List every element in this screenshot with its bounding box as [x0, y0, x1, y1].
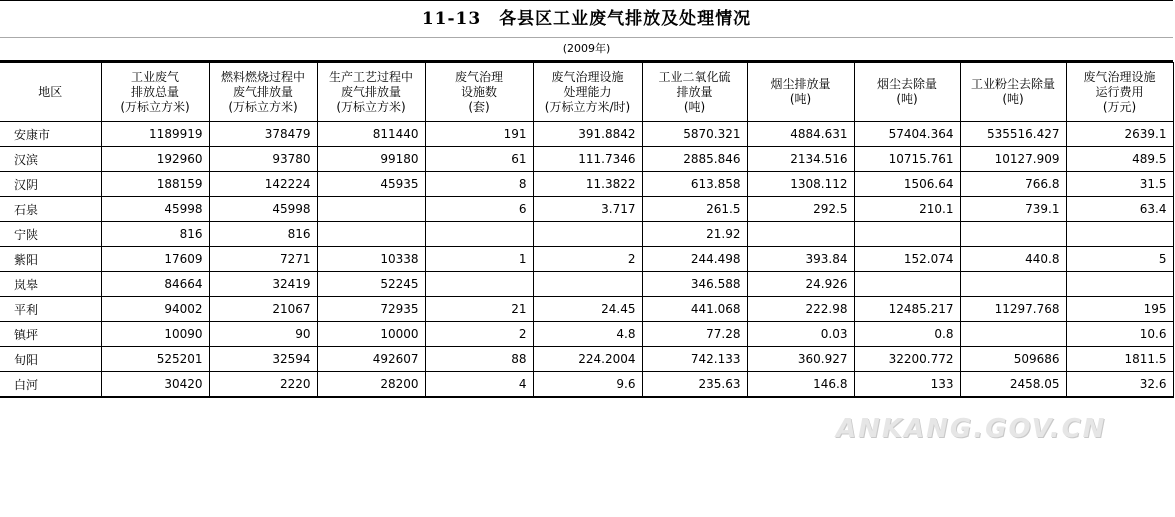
- value-cell: 441.068: [642, 297, 747, 322]
- column-header: 废气治理设施 处理能力 (万标立方米/时): [533, 63, 642, 122]
- emission-table: [0, 62, 1174, 398]
- value-cell: 1: [425, 247, 533, 272]
- value-cell: 152.074: [854, 247, 960, 272]
- value-cell: 2: [425, 322, 533, 347]
- value-cell: [533, 272, 642, 297]
- column-header: 烟尘去除量 (吨): [854, 63, 960, 122]
- value-cell: 210.1: [854, 197, 960, 222]
- value-cell: 8: [425, 172, 533, 197]
- column-header: 工业二氧化硫 排放量 (吨): [642, 63, 747, 122]
- value-cell: 9.6: [533, 372, 642, 398]
- value-cell: 378479: [209, 122, 317, 147]
- value-cell: 195: [1066, 297, 1173, 322]
- value-cell: 93780: [209, 147, 317, 172]
- value-cell: 244.498: [642, 247, 747, 272]
- value-cell: 1189919: [101, 122, 209, 147]
- value-cell: [425, 272, 533, 297]
- column-header: 废气治理设施 运行费用 (万元): [1066, 63, 1173, 122]
- value-cell: 30420: [101, 372, 209, 398]
- value-cell: 816: [209, 222, 317, 247]
- table-header-row: [0, 63, 1173, 122]
- value-cell: 146.8: [747, 372, 854, 398]
- value-cell: 11297.768: [960, 297, 1066, 322]
- value-cell: 346.588: [642, 272, 747, 297]
- region-name-cell: 宁陕: [0, 222, 101, 247]
- value-cell: [747, 222, 854, 247]
- value-cell: 142224: [209, 172, 317, 197]
- value-cell: 28200: [317, 372, 425, 398]
- value-cell: 4: [425, 372, 533, 398]
- value-cell: 21: [425, 297, 533, 322]
- region-name-cell: 岚皋: [0, 272, 101, 297]
- value-cell: 32.6: [1066, 372, 1173, 398]
- value-cell: 391.8842: [533, 122, 642, 147]
- value-cell: 7271: [209, 247, 317, 272]
- region-name-cell: 紫阳: [0, 247, 101, 272]
- column-header: 燃料燃烧过程中 废气排放量 (万标立方米): [209, 63, 317, 122]
- value-cell: 2639.1: [1066, 122, 1173, 147]
- value-cell: 45998: [101, 197, 209, 222]
- value-cell: 739.1: [960, 197, 1066, 222]
- value-cell: 192960: [101, 147, 209, 172]
- value-cell: 766.8: [960, 172, 1066, 197]
- report-year: (2009年): [0, 38, 1173, 62]
- value-cell: 0.8: [854, 322, 960, 347]
- value-cell: 32594: [209, 347, 317, 372]
- value-cell: [1066, 272, 1173, 297]
- value-cell: 5870.321: [642, 122, 747, 147]
- value-cell: 12485.217: [854, 297, 960, 322]
- value-cell: 57404.364: [854, 122, 960, 147]
- value-cell: [425, 222, 533, 247]
- column-header: 工业废气 排放总量 (万标立方米): [101, 63, 209, 122]
- value-cell: [854, 222, 960, 247]
- table-row: [0, 122, 1173, 147]
- value-cell: 21.92: [642, 222, 747, 247]
- value-cell: [960, 272, 1066, 297]
- table-row: [0, 322, 1173, 347]
- value-cell: 2885.846: [642, 147, 747, 172]
- value-cell: 84664: [101, 272, 209, 297]
- table-row: [0, 372, 1173, 398]
- table-row: [0, 347, 1173, 372]
- value-cell: 816: [101, 222, 209, 247]
- value-cell: 613.858: [642, 172, 747, 197]
- value-cell: 509686: [960, 347, 1066, 372]
- value-cell: 32200.772: [854, 347, 960, 372]
- region-name-cell: 白河: [0, 372, 101, 398]
- table-row: [0, 222, 1173, 247]
- value-cell: 393.84: [747, 247, 854, 272]
- value-cell: 3.717: [533, 197, 642, 222]
- column-header: 生产工艺过程中 废气排放量 (万标立方米): [317, 63, 425, 122]
- value-cell: 10338: [317, 247, 425, 272]
- value-cell: 5: [1066, 247, 1173, 272]
- value-cell: 489.5: [1066, 147, 1173, 172]
- value-cell: 2134.516: [747, 147, 854, 172]
- value-cell: 4.8: [533, 322, 642, 347]
- value-cell: 10127.909: [960, 147, 1066, 172]
- value-cell: 2220: [209, 372, 317, 398]
- value-cell: 11.3822: [533, 172, 642, 197]
- table-row: [0, 247, 1173, 272]
- value-cell: 191: [425, 122, 533, 147]
- value-cell: 261.5: [642, 197, 747, 222]
- column-header: 工业粉尘去除量 (吨): [960, 63, 1066, 122]
- value-cell: 45998: [209, 197, 317, 222]
- value-cell: 133: [854, 372, 960, 398]
- value-cell: 535516.427: [960, 122, 1066, 147]
- value-cell: 292.5: [747, 197, 854, 222]
- table-row: [0, 297, 1173, 322]
- value-cell: 222.98: [747, 297, 854, 322]
- value-cell: 188159: [101, 172, 209, 197]
- value-cell: 111.7346: [533, 147, 642, 172]
- value-cell: 45935: [317, 172, 425, 197]
- value-cell: [854, 272, 960, 297]
- value-cell: 90: [209, 322, 317, 347]
- value-cell: [317, 222, 425, 247]
- value-cell: 77.28: [642, 322, 747, 347]
- value-cell: 492607: [317, 347, 425, 372]
- value-cell: 17609: [101, 247, 209, 272]
- site-watermark: ANKANG.GOV.CN: [836, 414, 1107, 444]
- value-cell: 811440: [317, 122, 425, 147]
- region-name-cell: 旬阳: [0, 347, 101, 372]
- table-body: [0, 122, 1173, 398]
- value-cell: 2: [533, 247, 642, 272]
- value-cell: 1506.64: [854, 172, 960, 197]
- value-cell: [533, 222, 642, 247]
- region-name-cell: 镇坪: [0, 322, 101, 347]
- value-cell: [1066, 222, 1173, 247]
- value-cell: 4884.631: [747, 122, 854, 147]
- value-cell: 10000: [317, 322, 425, 347]
- value-cell: 72935: [317, 297, 425, 322]
- value-cell: 63.4: [1066, 197, 1173, 222]
- value-cell: 88: [425, 347, 533, 372]
- table-row: [0, 272, 1173, 297]
- value-cell: 6: [425, 197, 533, 222]
- value-cell: 525201: [101, 347, 209, 372]
- value-cell: 10090: [101, 322, 209, 347]
- value-cell: 10.6: [1066, 322, 1173, 347]
- value-cell: 10715.761: [854, 147, 960, 172]
- report-title: 11-13 各县区工业废气排放及处理情况: [0, 0, 1173, 38]
- value-cell: 1811.5: [1066, 347, 1173, 372]
- region-name-cell: 平利: [0, 297, 101, 322]
- column-header: 烟尘排放量 (吨): [747, 63, 854, 122]
- value-cell: 1308.112: [747, 172, 854, 197]
- region-name-cell: 汉滨: [0, 147, 101, 172]
- column-header: 地区: [0, 63, 101, 122]
- table-row: [0, 147, 1173, 172]
- value-cell: [317, 197, 425, 222]
- value-cell: [960, 222, 1066, 247]
- value-cell: 360.927: [747, 347, 854, 372]
- value-cell: 742.133: [642, 347, 747, 372]
- value-cell: 0.03: [747, 322, 854, 347]
- value-cell: [960, 322, 1066, 347]
- value-cell: 2458.05: [960, 372, 1066, 398]
- value-cell: 235.63: [642, 372, 747, 398]
- value-cell: 224.2004: [533, 347, 642, 372]
- value-cell: 24.45: [533, 297, 642, 322]
- value-cell: 94002: [101, 297, 209, 322]
- value-cell: 32419: [209, 272, 317, 297]
- region-name-cell: 安康市: [0, 122, 101, 147]
- value-cell: 61: [425, 147, 533, 172]
- value-cell: 440.8: [960, 247, 1066, 272]
- region-name-cell: 石泉: [0, 197, 101, 222]
- value-cell: 24.926: [747, 272, 854, 297]
- value-cell: 21067: [209, 297, 317, 322]
- column-header: 废气治理 设施数 (套): [425, 63, 533, 122]
- table-row: [0, 197, 1173, 222]
- value-cell: 31.5: [1066, 172, 1173, 197]
- table-row: [0, 172, 1173, 197]
- value-cell: 52245: [317, 272, 425, 297]
- value-cell: 99180: [317, 147, 425, 172]
- region-name-cell: 汉阴: [0, 172, 101, 197]
